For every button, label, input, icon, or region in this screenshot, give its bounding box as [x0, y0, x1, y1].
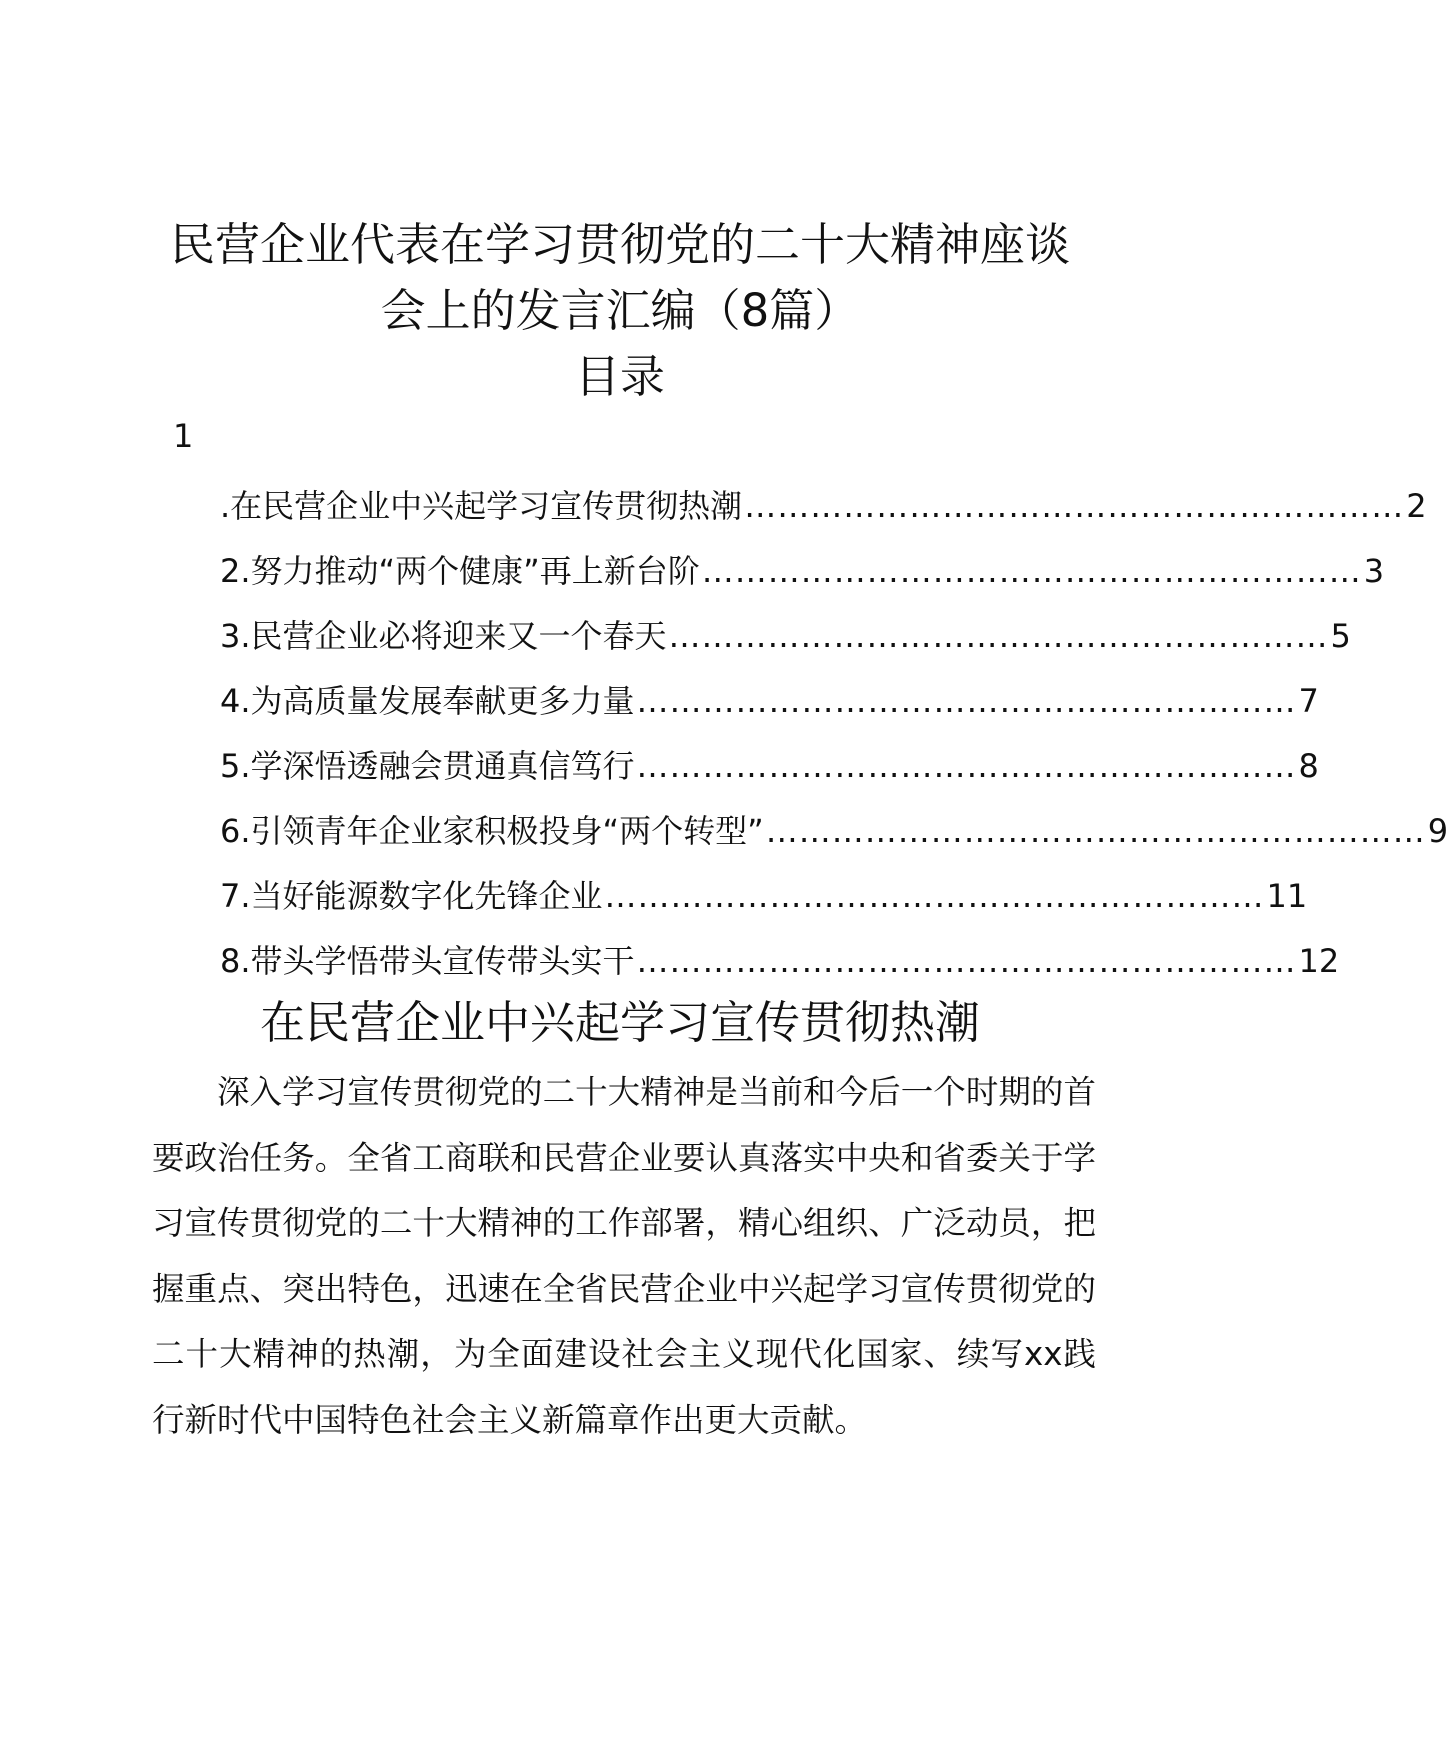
toc-entry[interactable] — [220, 874, 1308, 939]
toc-entry-page: 9 — [1427, 812, 1448, 850]
toc-entry-page: 11 — [1266, 877, 1308, 915]
toc-entry-title: .在民营企业中兴起学习宣传贯彻热潮 — [220, 487, 743, 525]
toc-entry[interactable] — [220, 484, 1427, 549]
toc-entry[interactable] — [220, 549, 1385, 614]
toc-leader-dots: …………………………………………………… — [701, 552, 1362, 590]
toc-entry-page: 5 — [1330, 617, 1351, 655]
toc-entry[interactable] — [220, 614, 1351, 679]
toc-entry-page: 2 — [1406, 487, 1427, 525]
document-title-line-2: 会上的发言汇编（8篇） — [380, 284, 860, 337]
toc-entry[interactable] — [220, 679, 1319, 744]
toc-leader-dots: …………………………………………………… — [668, 617, 1329, 655]
toc-entry-page: 3 — [1363, 552, 1385, 590]
toc-leader-dots: …………………………………………………… — [636, 942, 1297, 980]
toc-entry[interactable] — [220, 809, 1448, 874]
toc-leader-dots: …………………………………………………… — [604, 877, 1265, 915]
toc-heading: 目录 — [574, 350, 665, 403]
toc-entry[interactable] — [220, 744, 1319, 809]
toc-leader-dots: …………………………………………………… — [765, 812, 1426, 850]
toc-entry-title: 6.引领青年企业家积极投身“两个转型” — [220, 812, 764, 850]
toc-leader-dots: …………………………………………………… — [636, 747, 1297, 785]
toc-entry-page: 12 — [1298, 942, 1340, 980]
toc-entry-title: 3.民营企业必将迎来又一个春天 — [220, 617, 667, 655]
document-title-line-1: 民营企业代表在学习贯彻党的二十大精神座谈 — [169, 218, 1070, 271]
table-of-contents — [220, 484, 1448, 1004]
toc-leader-dots: …………………………………………………… — [636, 682, 1297, 720]
toc-entry-title: 7.当好能源数字化先锋企业 — [220, 877, 603, 915]
toc-entry-title: 8.带头学悟带头宣传带头实干 — [220, 942, 635, 980]
toc-entry-title: 5.学深悟透融会贯通真信笃行 — [220, 747, 635, 785]
toc-entry-title: 2.努力推动“两个健康”再上新台阶 — [220, 552, 700, 590]
body-paragraph: 深入学习宣传贯彻党的二十大精神是当前和今后一个时期的首要政治任务。全省工商联和民营企业要认真落实中央和省委关于学习宣传贯彻党的二十大精神的工作部署，精心组织、广泛动员，把握重点、突出特色，迅速在全省民营企业中兴起学习宣传贯彻党的二十大精神的热潮，为全面建设社会主义现代化国家、续写xx践行新时代中国特色社会主义新篇章作出更大贡献。 — [152, 1073, 1096, 1439]
toc-leader-dots: …………………………………………………… — [744, 487, 1405, 525]
toc-entry-page: 8 — [1298, 747, 1319, 785]
toc-entry-page: 7 — [1298, 682, 1319, 720]
section-title: 在民营企业中兴起学习宣传贯彻热潮 — [259, 996, 980, 1049]
toc-leading-number: 1 — [173, 417, 194, 455]
toc-entry-title: 4.为高质量发展奉献更多力量 — [220, 682, 635, 720]
